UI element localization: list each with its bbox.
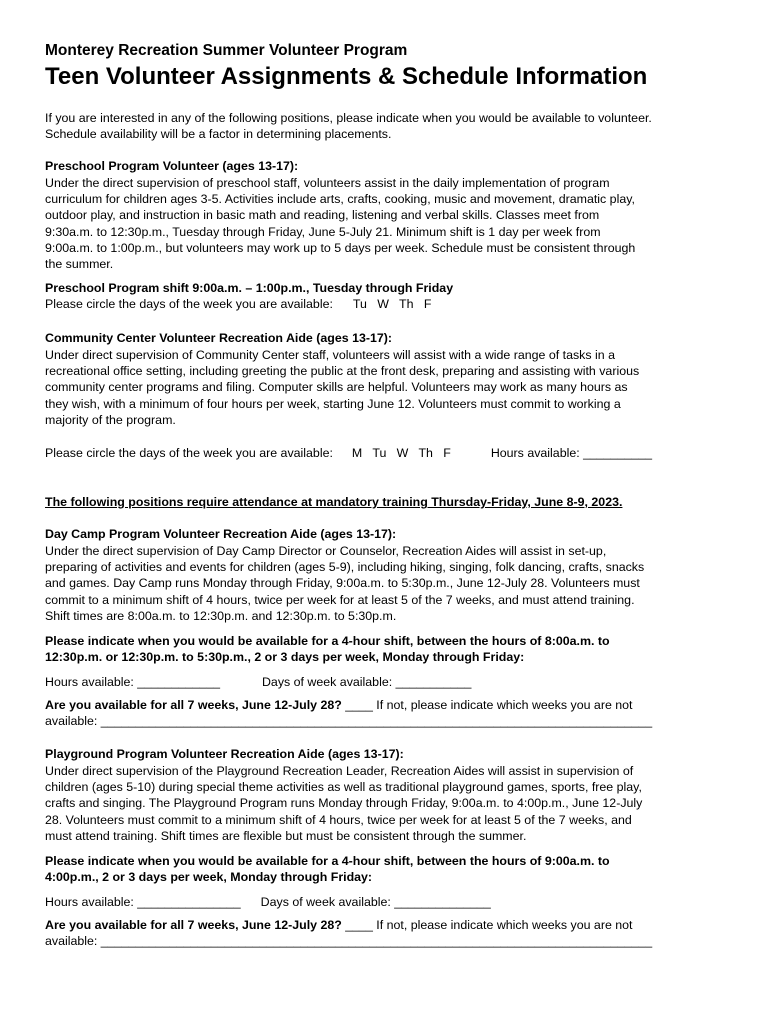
community-body-line: they wish, with a minimum of four hours per week, starting June 12. Volunteers must commit to working a [45, 397, 621, 411]
preschool-body-line: 9:00a.m. to 1:00p.m., but volunteers may work up to 5 days per week. Schedule must be consistent through [45, 241, 636, 255]
community-heading: Community Center Volunteer Recreation Aide (ages 13-17): [45, 331, 393, 345]
intro-line-1: If you are interested in any of the following positions, please indicate when you would be available to volunteer. [45, 111, 652, 125]
preschool-circle-prompt: Please circle the days of the week you are available: [45, 297, 333, 311]
preschool-shift-heading: Preschool Program shift 9:00a.m. – 1:00p.m., Tuesday through Friday [45, 281, 454, 295]
community-body-line: Under direct supervision of Community Center staff, volunteers will assist with a wide range of tasks in a [45, 348, 615, 362]
daycamp-days-field[interactable]: Days of week available: ___________ [261, 675, 472, 689]
playground-days-field[interactable]: Days of week available: ______________ [260, 895, 491, 909]
community-days-options[interactable]: M Tu W Th F [351, 446, 451, 460]
playground-hours-field[interactable]: Hours available: _______________ [45, 895, 241, 909]
community-days-row [45, 445, 652, 461]
playground-indicate-line: 4:00p.m., 2 or 3 days per week, Monday through Friday: [45, 870, 373, 884]
daycamp-hours-field[interactable]: Hours available: ____________ [45, 675, 220, 689]
daycamp-body-line: commit to a minimum shift of 4 hours, twice per week for at least 5 of the 7 weeks, and must attend training. [45, 593, 635, 607]
daycamp-weeks-answer[interactable]: ____ If not, please indicate which weeks you are not [341, 698, 633, 712]
playground-body-line: 28. Volunteers must commit to a minimum shift of 4 hours, twice per week for at least 5 of the 7 weeks, and [45, 813, 632, 827]
daycamp-weeks-row [45, 697, 633, 713]
preschool-days-row [45, 296, 431, 312]
preschool-body-line: outdoor play, and instruction in basic math and reading, listening and verbal skills. Classes meet from [45, 208, 600, 222]
playground-availability-row [45, 894, 491, 910]
daycamp-availability-row [45, 674, 471, 690]
preschool-body-line: the summer. [45, 257, 114, 271]
preschool-body-line: Under the direct supervision of preschool staff, volunteers assist in the daily implementation of program [45, 176, 610, 190]
playground-not-available-field[interactable]: available: ________________________________________________________________________________ [45, 934, 653, 948]
daycamp-indicate-line: Please indicate when you would be available for a 4-hour shift, between the hours of 8:00a.m. to [45, 634, 610, 648]
community-body-line: recreational office setting, including greeting the public at the front desk, preparing and assisting with various [45, 364, 640, 378]
playground-weeks-answer[interactable]: ____ If not, please indicate which weeks you are not [341, 918, 633, 932]
preschool-heading: Preschool Program Volunteer (ages 13-17): [45, 159, 299, 173]
playground-body-line: must attend training. Shift times are flexible but must be consistent through the summer. [45, 829, 527, 843]
daycamp-not-available-field[interactable]: available: ________________________________________________________________________________ [45, 714, 653, 728]
intro-line-2: Schedule availability will be a factor in determining placements. [45, 127, 392, 141]
page-title: Teen Volunteer Assignments & Schedule Information [45, 63, 648, 90]
playground-weeks-question: Are you available for all 7 weeks, June 12-July 28? [45, 918, 342, 932]
playground-weeks-row [45, 917, 633, 933]
community-hours-field[interactable]: Hours available: __________ [490, 446, 653, 460]
playground-indicate-line: Please indicate when you would be available for a 4-hour shift, between the hours of 9:00a.m. to [45, 854, 610, 868]
preschool-body-line: curriculum for children ages 3-5. Activities include arts, crafts, cooking, music and movement, dramatic play, [45, 192, 635, 206]
playground-body-line: crafts and singing. The Playground Program runs Monday through Friday, 9:00a.m. to 4:00p.m., June 12-July [45, 796, 643, 810]
playground-body-line: children (ages 5-10) during special theme activities as well as traditional playground games, sports, free play, [45, 780, 642, 794]
org-title: Monterey Recreation Summer Volunteer Program [45, 42, 408, 59]
community-body-line: majority of the program. [45, 413, 176, 427]
playground-body-line: Under direct supervision of the Playground Recreation Leader, Recreation Aides will assist in supervision of [45, 764, 634, 778]
daycamp-weeks-question: Are you available for all 7 weeks, June 12-July 28? [45, 698, 342, 712]
daycamp-body-line: and games. Day Camp runs Monday through Friday, 9:00a.m. to 5:30p.m., June 12-July 28. Volunteers must [45, 576, 640, 590]
daycamp-body-line: Shift times are 8:00a.m. to 12:30p.m. and 12:30p.m. to 5:30p.m. [45, 609, 397, 623]
daycamp-body-line: preparing of activities and events for children (ages 5-9), including hiking, singing, folk dancing, crafts, snacks [45, 560, 645, 574]
daycamp-heading: Day Camp Program Volunteer Recreation Aide (ages 13-17): [45, 527, 397, 541]
playground-heading: Playground Program Volunteer Recreation Aide (ages 13-17): [45, 747, 404, 761]
preschool-days-options[interactable]: Tu W Th F [352, 297, 432, 311]
community-body-line: community center programs and filing. Computer skills are helpful. Volunteers may work as many hours as [45, 380, 628, 394]
daycamp-body-line: Under the direct supervision of Day Camp Director or Counselor, Recreation Aides will assist in set-up, [45, 544, 607, 558]
preschool-body-line: 9:30a.m. to 12:30p.m., Tuesday through Friday, June 5-July 21. Minimum shift is 1 day per week from [45, 225, 601, 239]
daycamp-indicate-line: 12:30p.m. or 12:30p.m. to 5:30p.m., 2 or 3 days per week, Monday through Friday: [45, 650, 525, 664]
community-circle-prompt: Please circle the days of the week you are available: [45, 446, 333, 460]
training-notice: The following positions require attendance at mandatory training Thursday-Friday, June 8-9, 2023. [45, 495, 623, 509]
